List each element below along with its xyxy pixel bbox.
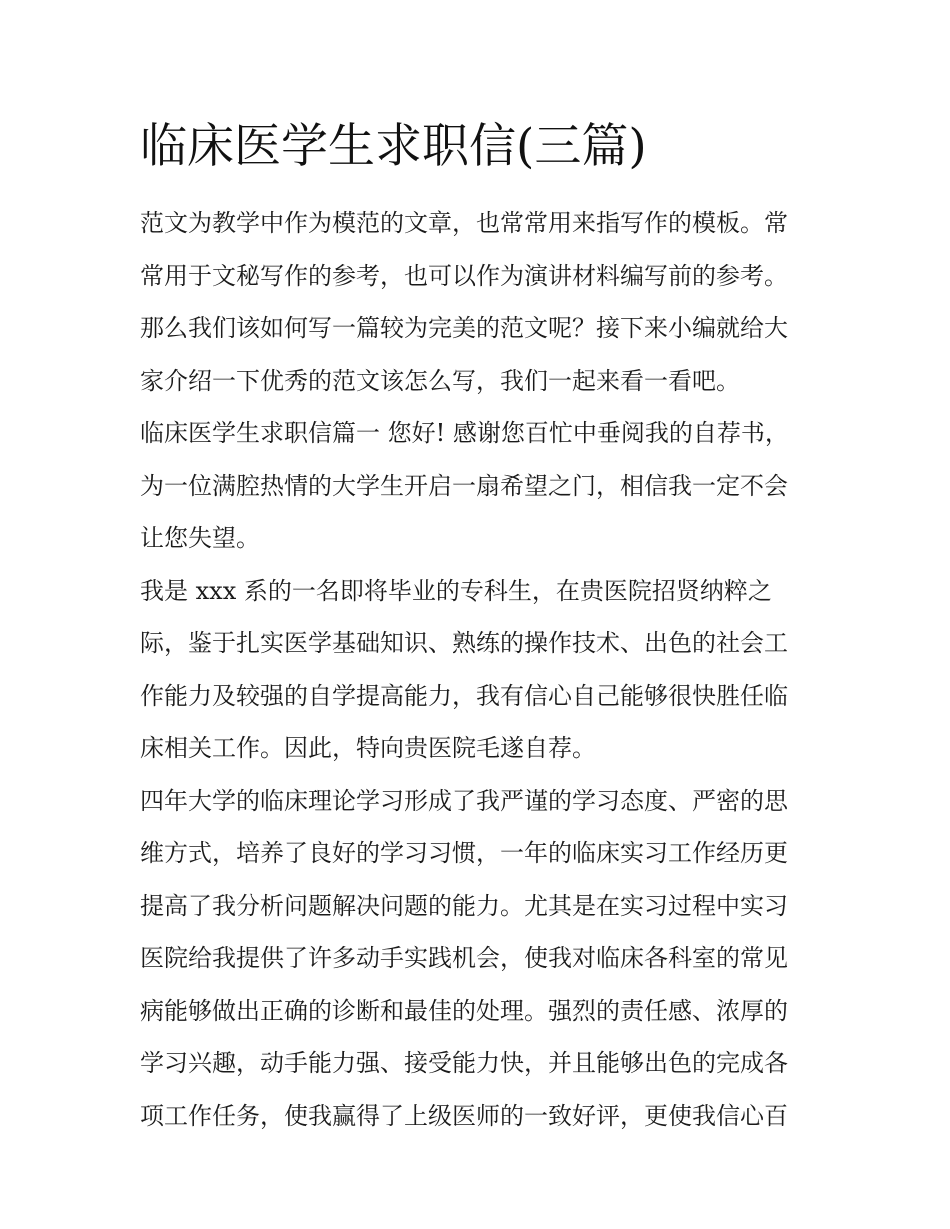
body-line: 医院给我提供了许多动手实践机会，使我对临床各科室的常见 (140, 944, 788, 972)
body-line: 家介绍一下优秀的范文该怎么写，我们一起来看一看吧。 (140, 366, 740, 395)
document-body (140, 197, 820, 1142)
body-line: 学习兴趣，动手能力强、接受能力快，并且能够出色的完成各 (140, 1049, 788, 1077)
body-line: 让您失望。 (140, 524, 260, 552)
body-line: 临床医学生求职信篇一 您好! 感谢您百忙中垂阅我的自荐书， (140, 419, 789, 447)
body-line: 为一位满腔热情的大学生开启一扇希望之门，相信我一定不会 (140, 471, 788, 500)
body-line: 床相关工作。因此，特向贵医院毛遂自荐。 (140, 734, 596, 762)
body-line: 作能力及较强的自学提高能力，我有信心自己能够很快胜任临 (140, 681, 788, 710)
document-title: 临床医学生求职信(三篇) (140, 119, 647, 174)
body-line: 项工作任务，使我赢得了上级医师的一致好评，更使我信心百 (140, 1101, 788, 1130)
body-line: 病能够做出正确的诊断和最佳的处理。强烈的责任感、浓厚的 (140, 996, 788, 1025)
body-line: 四年大学的临床理论学习形成了我严谨的学习态度、严密的思 (140, 786, 788, 815)
body-line: 我是 xxx 系的一名即将毕业的专科生，在贵医院招贤纳粹之 (140, 576, 772, 605)
body-line: 常用于文秘写作的参考，也可以作为演讲材料编写前的参考。 (140, 261, 788, 290)
body-line: 维方式，培养了良好的学习习惯，一年的临床实习工作经历更 (140, 839, 788, 867)
body-line: 那么我们该如何写一篇较为完美的范文呢？接下来小编就给大 (140, 314, 788, 342)
body-line: 际，鉴于扎实医学基础知识、熟练的操作技术、出色的社会工 (140, 629, 788, 657)
body-line: 范文为教学中作为模范的文章，也常常用来指写作的模板。常 (140, 209, 788, 237)
body-line: 提高了我分析问题解决问题的能力。尤其是在实习过程中实习 (140, 891, 788, 920)
